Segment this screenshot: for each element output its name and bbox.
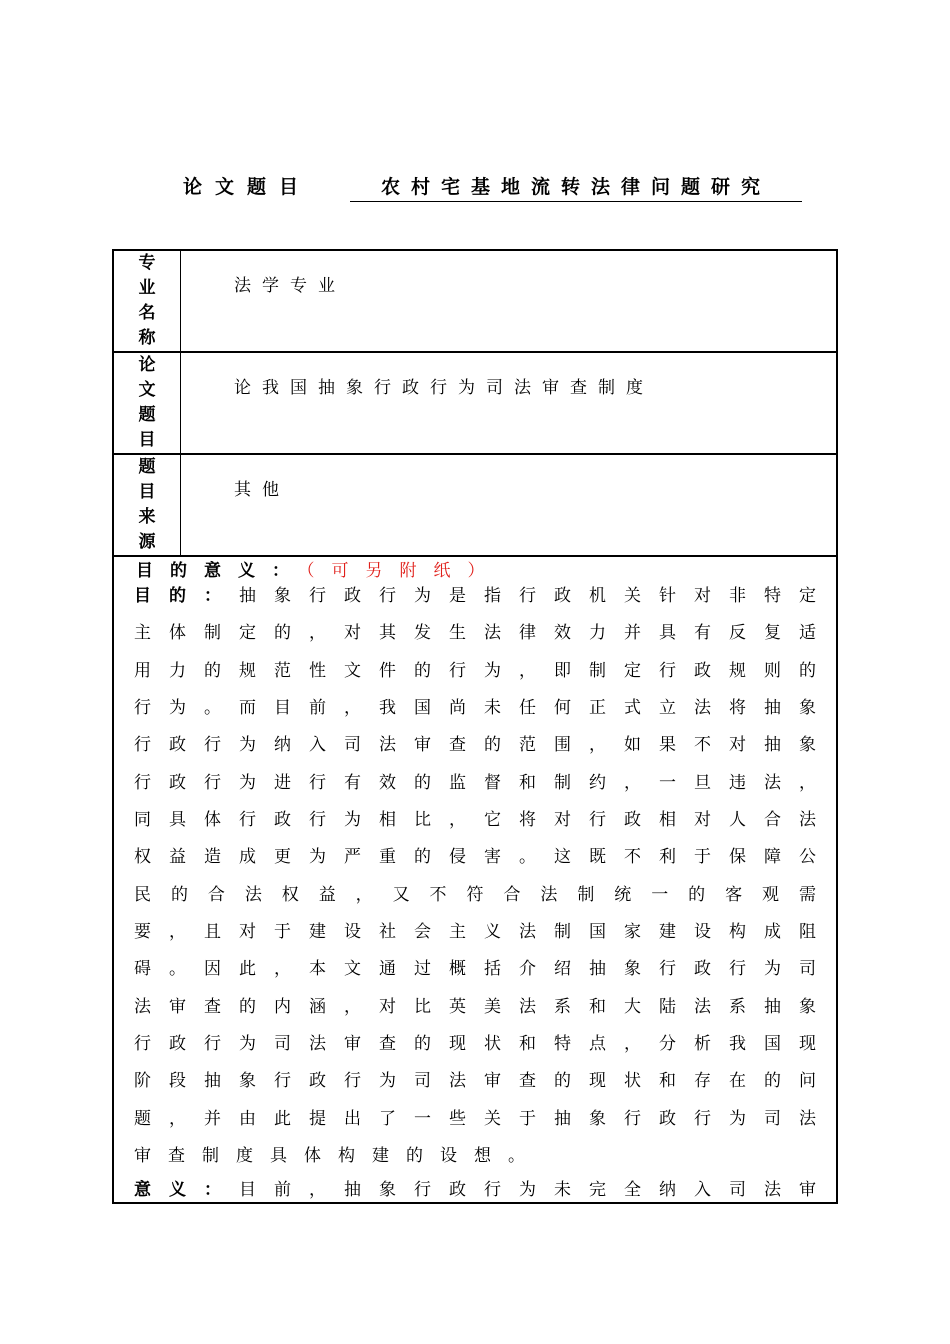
purpose-line: 民的合法权益，又不符合法制统一的客观需 xyxy=(134,884,816,905)
meaning-paragraph xyxy=(134,1172,816,1202)
purpose-line: 用力的规范性文件的行为，即制定行政规则的 xyxy=(134,660,816,681)
row-major xyxy=(114,251,836,353)
topic-value: 论我国抽象行政行为司法审查制度 xyxy=(234,378,654,398)
purpose-line-last: 审查制度具体构建的设想。 xyxy=(134,1146,542,1167)
purpose-line: 阶段抽象行政行为司法审查的现状和存在的问 xyxy=(134,1071,816,1092)
row-topic xyxy=(114,353,836,455)
purpose-section xyxy=(114,558,836,1202)
purpose-line: 行政行为司法审查的现状和特点，分析我国现 xyxy=(134,1034,816,1055)
purpose-line: 要，且对于建设社会主义法制国家建设构成阻 xyxy=(134,922,816,943)
purpose-line: 目的：抽象行政行为是指行政机关针对非特定 xyxy=(134,586,816,606)
row-label-topic: 论文题目 xyxy=(114,353,181,453)
row-source xyxy=(114,455,836,557)
proposal-form xyxy=(112,249,838,1204)
row-label-source: 题目来源 xyxy=(114,455,181,555)
purpose-line: 主体制定的，对其发生法律效力并具有反复适 xyxy=(134,623,816,644)
purpose-line: 行政行为进行有效的监督和制约，一旦违法， xyxy=(134,772,816,793)
purpose-line: 题，并由此提出了一些关于抽象行政行为司法 xyxy=(134,1108,816,1129)
purpose-line: 行为。而目前，我国尚未任何正式立法将抽象 xyxy=(134,698,816,719)
meaning-line: 意义：目前，抽象行政行为未完全纳入司法审 xyxy=(134,1180,816,1200)
section-note: （可另附纸） xyxy=(306,561,502,581)
meaning-label: 意义： xyxy=(134,1180,239,1200)
purpose-line: 行政行为纳入司法审查的范围，如果不对抽象 xyxy=(134,735,816,756)
major-value: 法学专业 xyxy=(234,276,346,296)
section-heading-label: 目的意义： xyxy=(136,561,306,581)
purpose-paragraph xyxy=(134,578,816,1176)
source-value: 其他 xyxy=(234,480,290,500)
purpose-line: 法审查的内涵，对比英美法系和大陆法系抽象 xyxy=(134,996,816,1017)
title-row xyxy=(0,172,950,202)
purpose-line: 碍。因此，本文通过概括介绍抽象行政行为司 xyxy=(134,959,816,980)
purpose-line: 同具体行政行为相比，它将对行政相对人合法 xyxy=(134,810,816,831)
row-label-major: 专业名称 xyxy=(114,251,181,351)
purpose-line: 权益造成更为严重的侵害。这既不利于保障公 xyxy=(134,847,816,868)
thesis-title-value: 农村宅基地流转法律问题研究 xyxy=(350,172,802,202)
thesis-title-label: 论文题目 xyxy=(183,176,312,198)
purpose-label: 目的： xyxy=(134,586,239,606)
